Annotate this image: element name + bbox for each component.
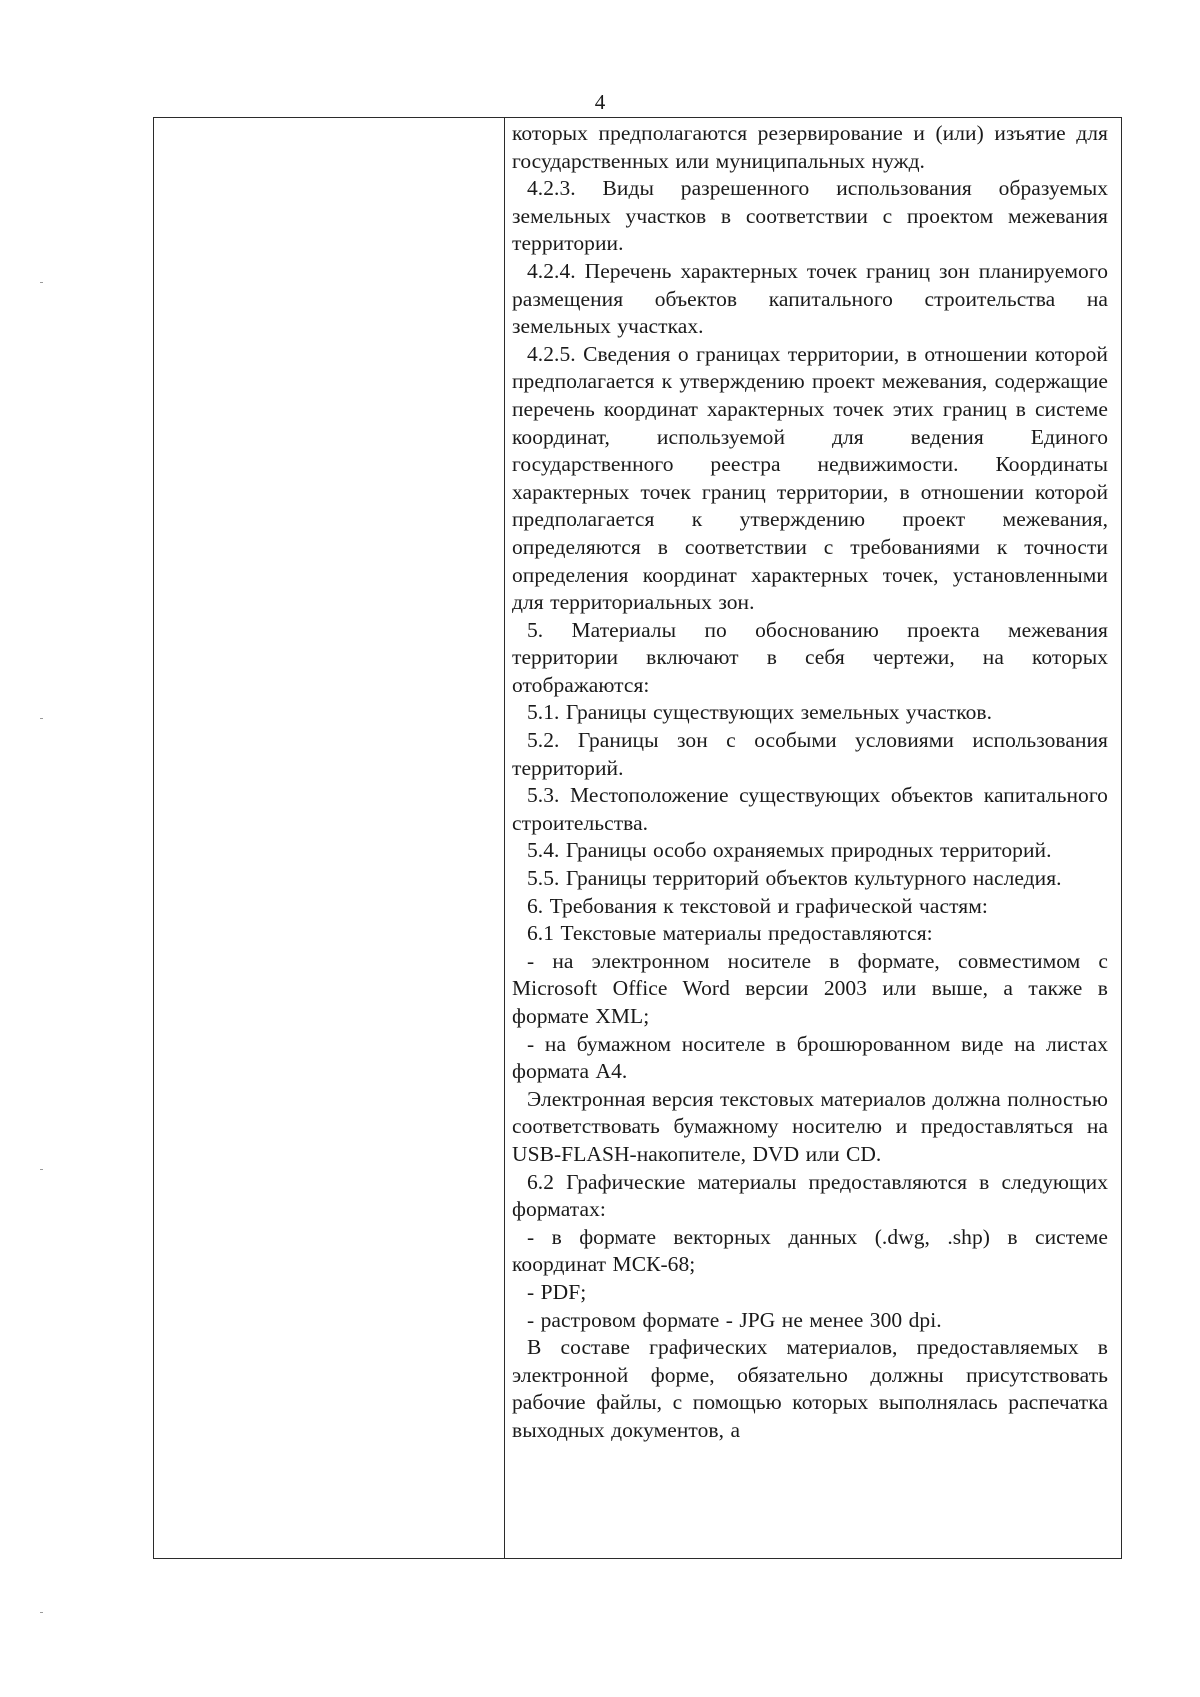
paragraph-5-1: 5.1. Границы существующих земельных участков. (527, 700, 993, 725)
page-number: 4 (594, 90, 606, 114)
paragraph-4-2-4: 4.2.4. Перечень характерных точек границ зон планируемого размещения объектов капитального строительства на земельных участках. (512, 258, 1108, 339)
list-item-vector-format: - в формате векторных данных (.dwg, .shp) в системе координат МСК-68; (512, 1224, 1108, 1277)
paragraph-5: 5. Материалы по обоснованию проекта межевания территории включают в себя чертежи, на которых отображаются: (512, 617, 1108, 697)
list-item-pdf: - PDF; (527, 1279, 587, 1304)
paragraph-continuation: которых предполагаются резервирование и (или) изъятие для государственных или муниципальных нужд. (512, 121, 1108, 173)
paragraph-5-2: 5.2. Границы зон с особыми условиями использования территорий. (512, 728, 1108, 780)
paragraph-4-2-5: 4.2.5. Сведения о границах территории, в отношении которой предполагается к утверждению проект межевания, содержащие перечень координат характерных точек этих границ в системе координат, используемой для ведения Единого государственного реестра недвижимости. Координаты характерных точек границ территории, в отношении которой предполагается к утверждению проект межевания, определяются в соответствии с требованиями к точности определения координат характерных точек, установленными для территориальных зон. (512, 341, 1108, 615)
scan-speck (40, 1169, 43, 1170)
paragraph-5-3: 5.3. Местоположение существующих объектов капитального строительства. (512, 783, 1108, 835)
paragraph-graphic-materials: В составе графических материалов, предоставляемых в электронной форме, обязательно должны присутствовать рабочие файлы, с помощью которых выполнялась распечатка выходных документов, а (512, 1335, 1108, 1442)
scan-speck (40, 282, 43, 283)
paragraph-6: 6. Требования к текстовой и графической частям: (527, 893, 988, 918)
list-item-raster-format: - растровом формате - JPG не менее 300 dpi. (527, 1307, 942, 1332)
scan-speck (40, 1612, 43, 1613)
paragraph-6-2: 6.2 Графические материалы предоставляются в следующих форматах: (512, 1169, 1108, 1222)
list-item-paper-carrier: - на бумажном носителе в брошюрованном виде на листах формата А4. (512, 1031, 1108, 1084)
table-right-column (512, 120, 1108, 1560)
scan-speck (40, 718, 43, 719)
paragraph-4-2-3: 4.2.3. Виды разрешенного использования образуемых земельных участков в соответствии с проектом межевания территории. (512, 176, 1108, 256)
paragraph-6-1: 6.1 Текстовые материалы предоставляются: (527, 921, 933, 946)
document-table (153, 117, 1122, 1559)
list-item-electronic-carrier: - на электронном носителе в формате, совместимом с Microsoft Office Word версии 2003 или выше, а также в формате XML; (512, 948, 1108, 1028)
table-left-column (154, 118, 505, 1558)
paragraph-electronic-version: Электронная версия текстовых материалов должна полностью соответствовать бумажному носителю и предоставляться на USB-FLASH-накопителе, DVD или CD. (512, 1086, 1108, 1166)
paragraph-5-5: 5.5. Границы территорий объектов культурного наследия. (527, 866, 1062, 891)
paragraph-5-4: 5.4. Границы особо охраняемых природных территорий. (527, 838, 1052, 863)
